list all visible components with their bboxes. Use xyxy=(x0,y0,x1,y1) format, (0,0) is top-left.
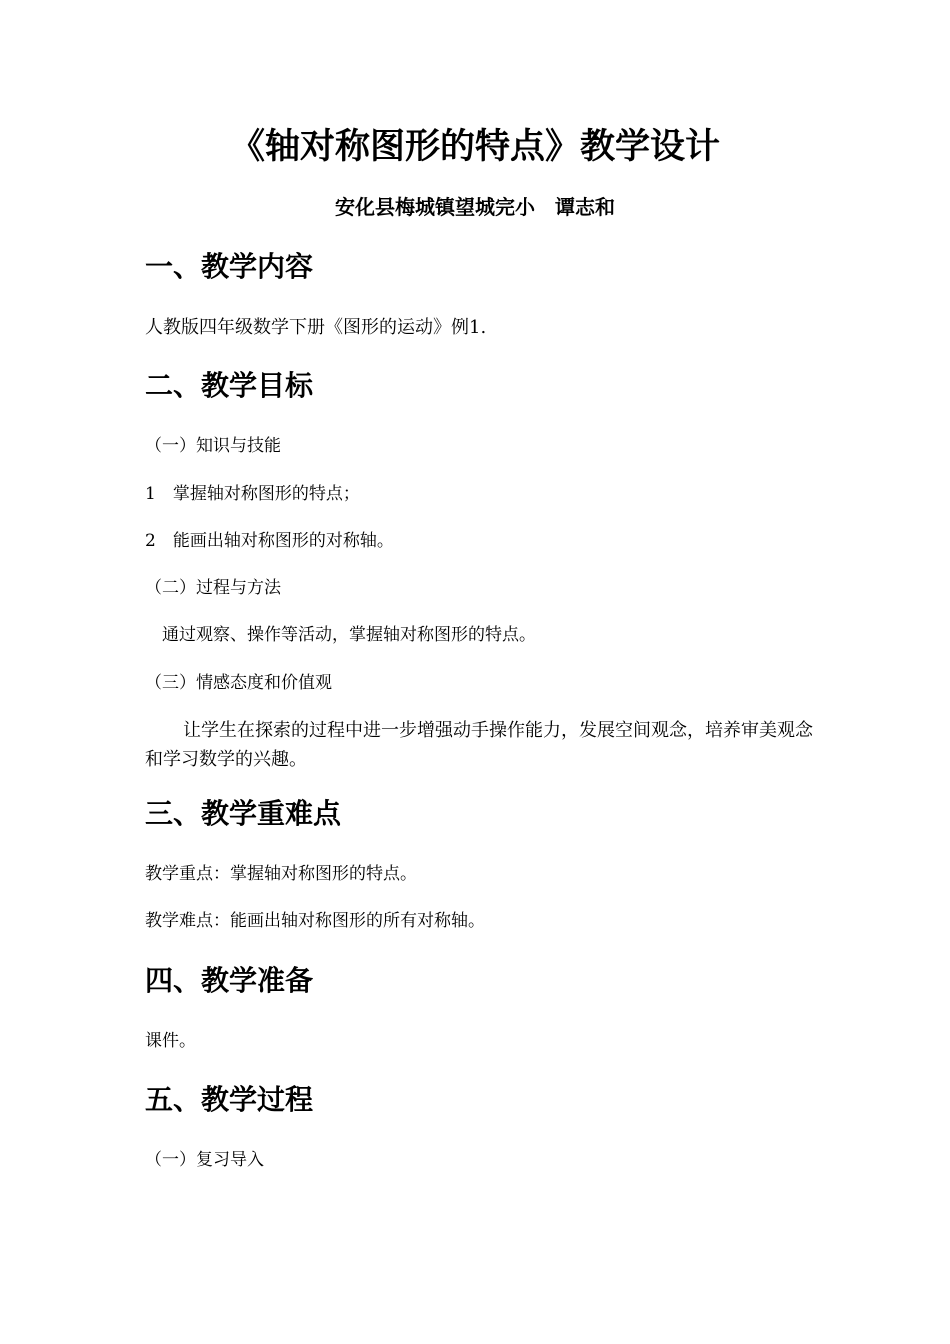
process-text: 通过观察、操作等活动，掌握轴对称图形的特点。 xyxy=(145,625,536,645)
section-heading-objectives: 二、教学目标 xyxy=(145,369,314,402)
subsection-heading-process: （二）过程与方法 xyxy=(145,578,281,598)
attitude-paragraph: 让学生在探索的过程中进一步增强动手操作能力，发展空间观念，培养审美观念和学习数学的兴趣。 xyxy=(145,720,813,770)
section-content-text: 人教版四年级数学下册《图形的运动》例1. xyxy=(145,317,487,338)
objective-item: 2 能画出轴对称图形的对称轴。 xyxy=(145,531,394,551)
preparation-text: 课件。 xyxy=(145,1031,196,1051)
document-title: 《轴对称图形的特点》教学设计 xyxy=(229,126,720,167)
section-heading-preparation: 四、教学准备 xyxy=(145,964,314,997)
section-heading-key-points: 三、教学重难点 xyxy=(145,797,342,830)
objective-item: 1 掌握轴对称图形的特点； xyxy=(145,484,360,504)
subsection-heading-review: （一）复习导入 xyxy=(145,1150,264,1170)
difficulty-item: 教学难点：能画出轴对称图形的所有对称轴。 xyxy=(145,911,485,931)
document-author: 安化县梅城镇望城完小 谭志和 xyxy=(335,195,615,219)
section-heading-content: 一、教学内容 xyxy=(145,250,314,283)
subsection-heading-knowledge: （一）知识与技能 xyxy=(145,436,281,456)
key-point-item: 教学重点：掌握轴对称图形的特点。 xyxy=(145,864,417,884)
section-heading-process-steps: 五、教学过程 xyxy=(145,1083,314,1116)
subsection-heading-attitude: （三）情感态度和价值观 xyxy=(145,673,332,693)
